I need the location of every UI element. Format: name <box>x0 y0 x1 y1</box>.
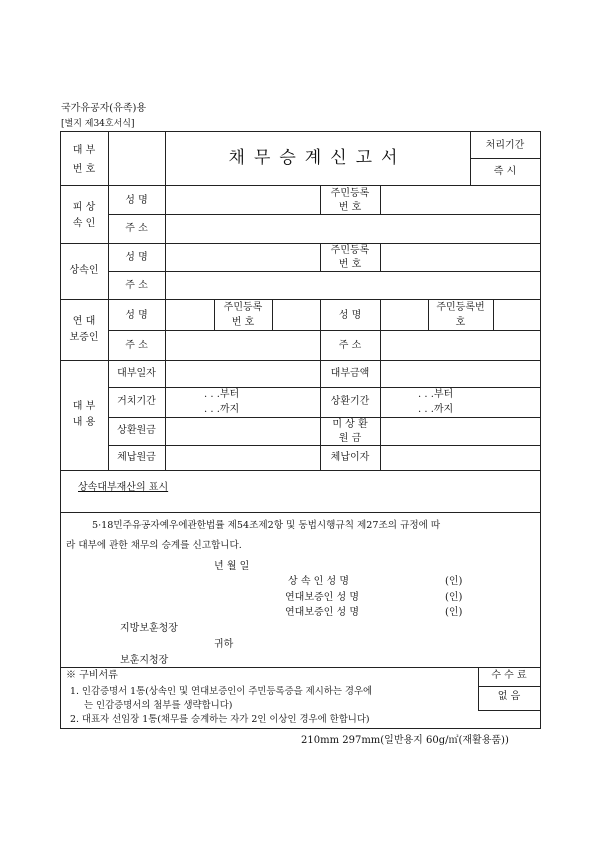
guarantor-name-label: 성 명 <box>125 310 148 321</box>
heir-address-field[interactable] <box>166 272 539 298</box>
decedent-rrn-label: 주민등록 <box>330 188 370 199</box>
property-label: 상속대부재산의 표시 <box>78 482 169 493</box>
loan-amount-field[interactable] <box>381 361 539 386</box>
guarantor-rrn-label: 주민등록 <box>223 302 263 313</box>
fee-value: 없 음 <box>497 691 521 702</box>
guarantor2-rrn-label-2: 호 <box>455 317 466 328</box>
decedent-rrn-label-2: 번 호 <box>338 202 362 213</box>
heir-rrn-label: 주민등록 <box>330 245 370 256</box>
repaid-principal-label: 상환원금 <box>117 425 156 436</box>
form-title: 채무승계신고서 <box>228 148 407 168</box>
heir-seal[interactable]: (인) <box>445 576 463 587</box>
paper-spec: 210mm 297mm(일반용지 60g/㎡(재활용품)) <box>301 735 509 746</box>
guarantor-address-label: 주 소 <box>125 340 148 351</box>
guarantor2-rrn-label: 주민등록번 <box>436 302 485 313</box>
overdue-interest-label: 체납이자 <box>330 452 370 463</box>
unpaid-principal-label: 미 상 환 <box>332 419 368 430</box>
guarantor-signature-label: 연대보증인 성 명 <box>285 592 359 603</box>
recipient-honorific: 귀하 <box>214 639 234 650</box>
guarantor2-address-label: 주 소 <box>338 340 362 351</box>
guarantor2-rrn-field[interactable] <box>494 300 539 329</box>
decedent-address-label: 주 소 <box>125 223 148 234</box>
overdue-interest-field[interactable] <box>381 446 539 469</box>
guarantor2-signature-label: 연대보증인 성 명 <box>285 607 359 618</box>
repay-period-label: 상환기간 <box>330 396 370 407</box>
decedent-label: 피 상 <box>72 202 96 213</box>
grace-period-label: 거치기간 <box>117 396 156 407</box>
repay-from-field[interactable]: . . .부터 <box>418 389 454 400</box>
fee-label: 수 수 료 <box>491 670 527 681</box>
required-doc-1: 1. 인감증명서 1통(상속인 및 연대보증인이 주민등록증을 제시하는 경우에 <box>70 686 373 697</box>
required-docs-title: ※ 구비서류 <box>66 670 118 681</box>
repay-to-field[interactable]: . . .까지 <box>418 404 454 415</box>
decedent-address-field[interactable] <box>166 215 539 242</box>
heir-signature-label: 상 속 인 성 명 <box>288 576 350 587</box>
required-doc-1-cont: 는 인감증명서의 첨부를 생략합니다) <box>84 700 233 711</box>
grace-to-field[interactable]: . . .까지 <box>204 404 240 415</box>
loan-amount-label: 대부금액 <box>330 368 370 379</box>
guarantor-seal[interactable]: (인) <box>445 592 463 603</box>
decedent-name-field[interactable] <box>166 186 319 213</box>
guarantor-name-field[interactable] <box>166 300 213 329</box>
guarantor-label: 연 대 <box>72 316 96 327</box>
processing-period-label: 처리기간 <box>485 140 525 151</box>
heir-address-label: 주 소 <box>125 280 148 291</box>
guarantor2-name-label: 성 명 <box>338 310 362 321</box>
declaration-date[interactable]: 년 월 일 <box>214 561 250 572</box>
processing-period-value: 즉 시 <box>493 166 517 177</box>
decedent-label-2: 속 인 <box>72 218 96 229</box>
heir-rrn-label-2: 번 호 <box>338 259 362 270</box>
recipient-branch-office: 보훈지청장 <box>120 655 169 666</box>
heir-name-label: 성 명 <box>125 252 148 263</box>
loan-date-label: 대부일자 <box>117 368 156 379</box>
overdue-principal-field[interactable] <box>166 446 319 469</box>
guarantor-label-2: 보증인 <box>69 332 99 343</box>
loan-details-label-2: 내 용 <box>72 417 96 428</box>
repaid-principal-field[interactable] <box>166 418 319 444</box>
form-number: [별지 제34호서식] <box>61 119 135 129</box>
recipient-regional-office: 지방보훈청장 <box>120 623 178 634</box>
guarantor2-seal[interactable]: (인) <box>445 607 463 618</box>
form-use: 국가유공자(유족)용 <box>61 103 147 114</box>
loan-no-label-2: 번 호 <box>72 164 96 175</box>
guarantor-rrn-label-2: 번 호 <box>231 317 255 328</box>
property-field[interactable] <box>61 495 539 511</box>
unpaid-principal-field[interactable] <box>381 418 539 444</box>
declaration-text: 5·18민주유공자예우에관한법률 제54조제2항 및 동법시행규칙 제27조의 규정에 따 <box>92 520 441 531</box>
loan-date-field[interactable] <box>166 361 319 386</box>
guarantor-rrn-field[interactable] <box>273 300 319 329</box>
heir-rrn-field[interactable] <box>381 244 539 270</box>
grace-from-field[interactable]: . . .부터 <box>204 389 240 400</box>
guarantor2-name-field[interactable] <box>381 300 427 329</box>
heir-label: 상속인 <box>69 265 99 276</box>
overdue-principal-label: 체납원금 <box>117 452 156 463</box>
declaration-text-2: 라 대부에 관한 채무의 승계를 신고합니다. <box>66 540 242 551</box>
required-doc-2: 2. 대표자 선임장 1통(채무를 승계하는 자가 2인 이상인 경우에 한합니다) <box>70 714 370 725</box>
decedent-name-label: 성 명 <box>125 195 148 206</box>
loan-no-label: 대 부 <box>72 145 96 156</box>
guarantor2-address-field[interactable] <box>381 331 539 359</box>
loan-details-label: 대 부 <box>72 401 96 412</box>
decedent-rrn-field[interactable] <box>381 186 539 213</box>
heir-name-field[interactable] <box>166 244 319 270</box>
guarantor-address-field[interactable] <box>166 331 319 359</box>
unpaid-principal-label-2: 원 금 <box>338 433 362 444</box>
